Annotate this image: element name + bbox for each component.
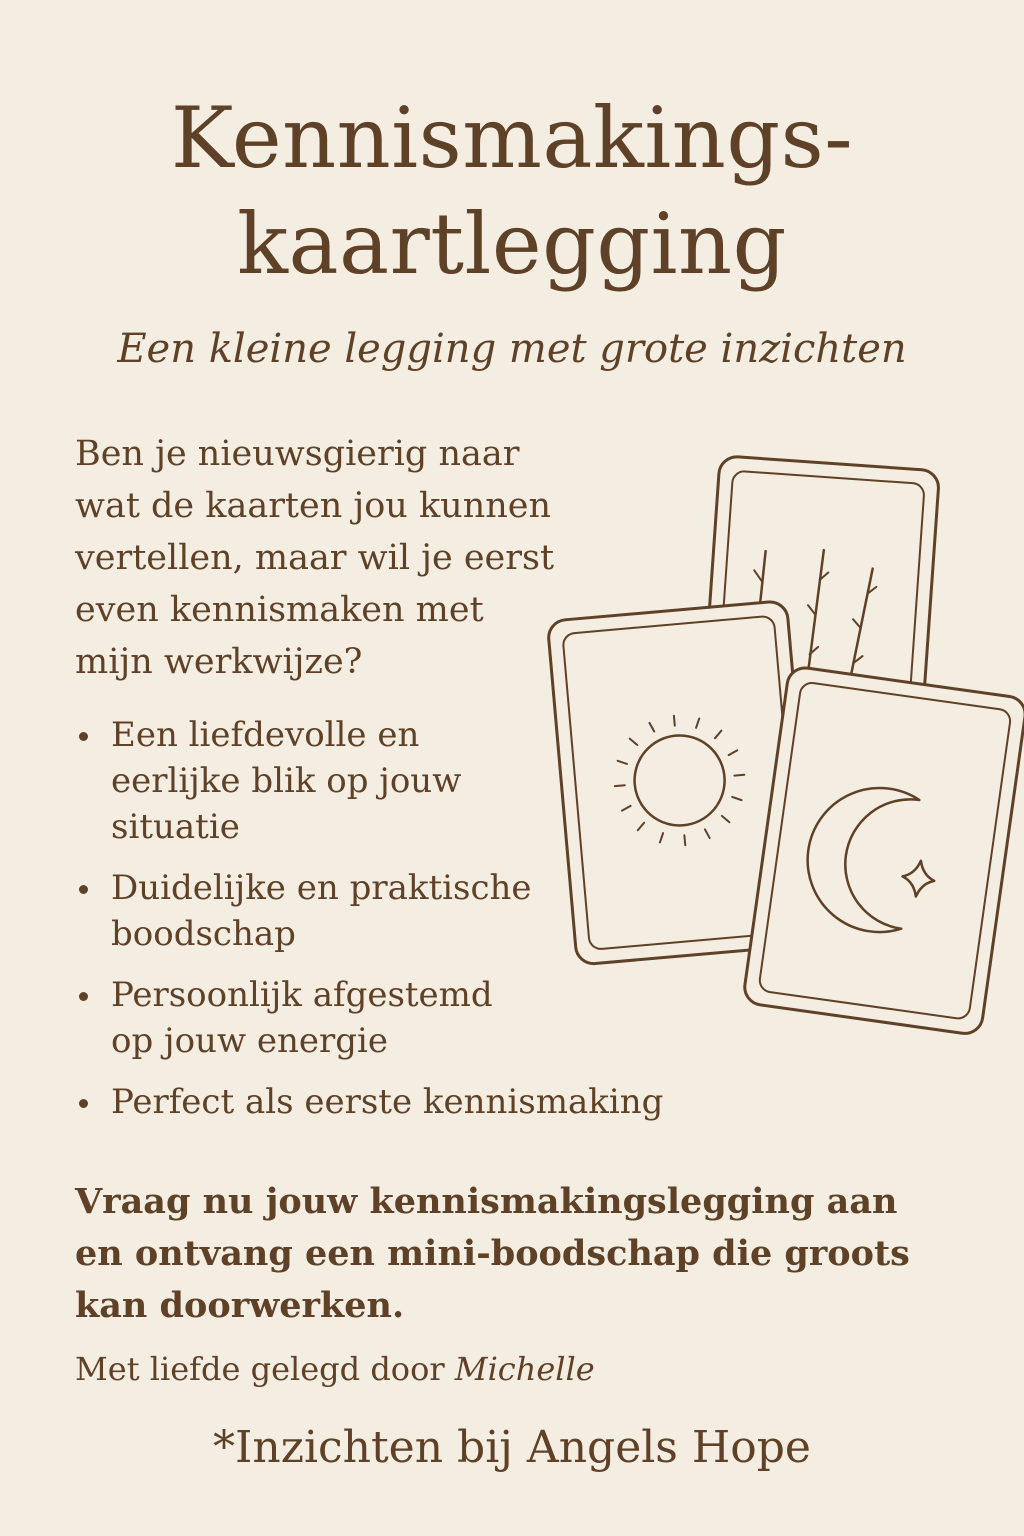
bullet-dot-icon bbox=[79, 885, 88, 894]
signature-name: Michelle bbox=[454, 1350, 595, 1388]
cta-line: Vraag nu jouw kennismakingslegging aan bbox=[75, 1181, 898, 1222]
footer-brand: *Inzichten bij Angels Hope bbox=[213, 1422, 811, 1473]
list-item-line: op jouw energie bbox=[111, 1021, 389, 1061]
list-item bbox=[75, 1079, 715, 1125]
cta-line: en ontvang een mini-boodschap die groots bbox=[75, 1233, 910, 1274]
intro-line: Ben je nieuwsgierig naar bbox=[75, 434, 520, 474]
title-line-1: Kennismakings- bbox=[170, 89, 854, 187]
list-item-line: Perfect als eerste kennismaking bbox=[111, 1082, 664, 1122]
bullet-dot-icon bbox=[79, 992, 88, 1001]
bullet-dot-icon bbox=[79, 1099, 88, 1108]
cta-line: kan doorwerken. bbox=[75, 1285, 405, 1326]
signature bbox=[75, 1350, 595, 1388]
call-to-action bbox=[75, 1176, 955, 1332]
list-item-line: Een liefdevolle en bbox=[111, 715, 420, 755]
list-item-line: situatie bbox=[111, 807, 240, 847]
intro-line: even kennismaken met bbox=[75, 590, 484, 630]
intro-paragraph bbox=[75, 428, 595, 688]
signature-prefix: Met liefde gelegd door bbox=[75, 1350, 445, 1388]
list-item-line: boodschap bbox=[111, 914, 296, 954]
tarot-cards-illustration bbox=[540, 455, 1024, 1035]
list-item-line: eerlijke blik op jouw bbox=[111, 761, 462, 801]
list-item-line: Duidelijke en praktische bbox=[111, 868, 532, 908]
list-item-line: Persoonlijk afgestemd bbox=[111, 975, 493, 1015]
title-line-2: kaartlegging bbox=[237, 195, 787, 293]
bullet-dot-icon bbox=[79, 732, 88, 741]
intro-line: vertellen, maar wil je eerst bbox=[75, 538, 555, 578]
subtitle: Een kleine legging met grote inzichten bbox=[117, 326, 907, 372]
intro-line: mijn werkwijze? bbox=[75, 642, 363, 682]
intro-line: wat de kaarten jou kunnen bbox=[75, 486, 552, 526]
moon-star-card-icon bbox=[742, 666, 1024, 1035]
